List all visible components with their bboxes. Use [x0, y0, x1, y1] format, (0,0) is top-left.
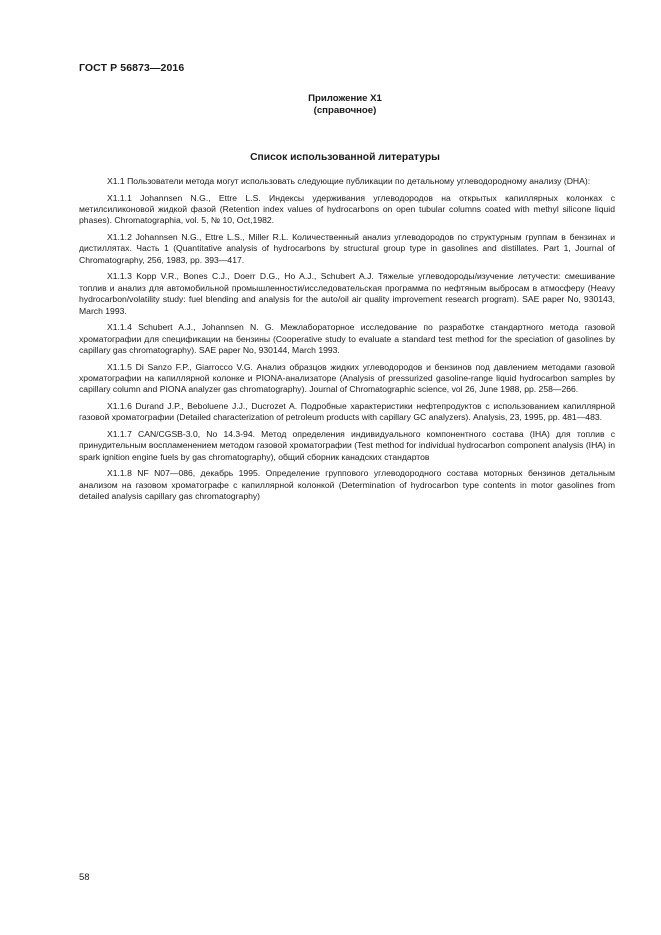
bibliography-list: [79, 176, 615, 508]
reference-item: Х1.1.6 Durand J.P., Beboluene J.J., Ducrozet A. Подробные характеристики нефтепродуктов с использованием капиллярной газовой хроматографии (Detailed characterization of petroleum products with capillary GC analyzers). Analysis, 23, 1995, pp. 481—483.: [79, 401, 615, 423]
annex-title: Приложение Х1: [308, 93, 382, 104]
reference-item: Х1.1.5 Di Sanzo F.P., Giarrocco V.G. Анализ образцов жидких углеводородов и бензинов под давлением методами газовой хроматографии на капиллярной колонке и PIONA-анализаторе (Analysis of pressurized gasoline-range liquid hydrocarbon samples by capillary column and PIONA analyzer gas chromatography). Journal of Chromatographic science, vol 26, June 1988, pp. 258—266.: [79, 361, 615, 395]
page-number: 58: [79, 872, 90, 883]
document-code: ГОСТ Р 56873—2016: [79, 62, 185, 74]
reference-item: Х1.1.2 Johannsen N.G., Ettre L.S., Miller R.L. Количественный анализ углеводородов по структурным группам в бензинах и дистиллятах. Часть 1 (Quantitative analysis of hydrocarbons by structural group type in gasolines and distillates. Part 1, Journal of Chromatography, 256, 1983, pp. 393—417.: [79, 232, 615, 265]
reference-item: Х1.1.8 NF N07—086, декабрь 1995. Определение группового углеводородного состава моторных бензинов детальным анализом на газовом хроматографе с капиллярной колонкой (Determination of hydrocarbon type contents in motor gasolines from detailed analysis capillary gas chromatography): [79, 468, 615, 502]
reference-item: Х1.1.7 CAN/CGSB-3.0, No 14.3-94. Метод определения индивидуального компонентного состава (IHA) для топлив с принудительным воспламенением методом газовой хроматографии (Test method for individual hydrocarbon component analysis (IHA) in spark ignition engine fuels by gas chromatography), общий сборник канадских стандартов: [79, 429, 615, 462]
bibliography-title: Список использованной литературы: [250, 152, 440, 163]
reference-item: Х1.1.1 Johannsen N.G., Ettre L.S. Индексы удерживания углеводородов на открытых капиллярных колонках с метилсиликоновой жидкой фазой (Retention index values of hydrocarbons on open tubular columns coated with methyl silicone liquid phases). Chromatographia, vol. 5, № 10, Oct,1982.: [79, 192, 615, 226]
annex-subtitle: (справочное): [313, 105, 377, 116]
reference-item: Х1.1.3 Kopp V.R., Bones C.J., Doerr D.G., Ho A.J., Schubert A.J. Тяжелые углеводороды/изучение летучести: смешивание топлив и анализ для автомобильной промышленности/исследовательская программа по нефтяным выбросам в атмосферу (Heavy hydrocarbon/volatility study: fuel blending and analysis for the auto/oil air quality improvement research program). SAE paper No, 930143, March 1993.: [79, 271, 615, 316]
reference-item: Х1.1.4 Schubert A.J., Johannsen N. G. Межлабораторное исследование по разработке стандартного метода газовой хроматографии для спецификации на бензины (Cooperative study to evaluate a standard test method for the speciation of gasolines by capillary gas chromatography). SAE paper No, 930144, March 1993.: [79, 322, 615, 356]
bibliography-intro: Х1.1 Пользователи метода могут использовать следующие публикации по детальному углеводородному анализу (DHA):: [107, 176, 591, 186]
